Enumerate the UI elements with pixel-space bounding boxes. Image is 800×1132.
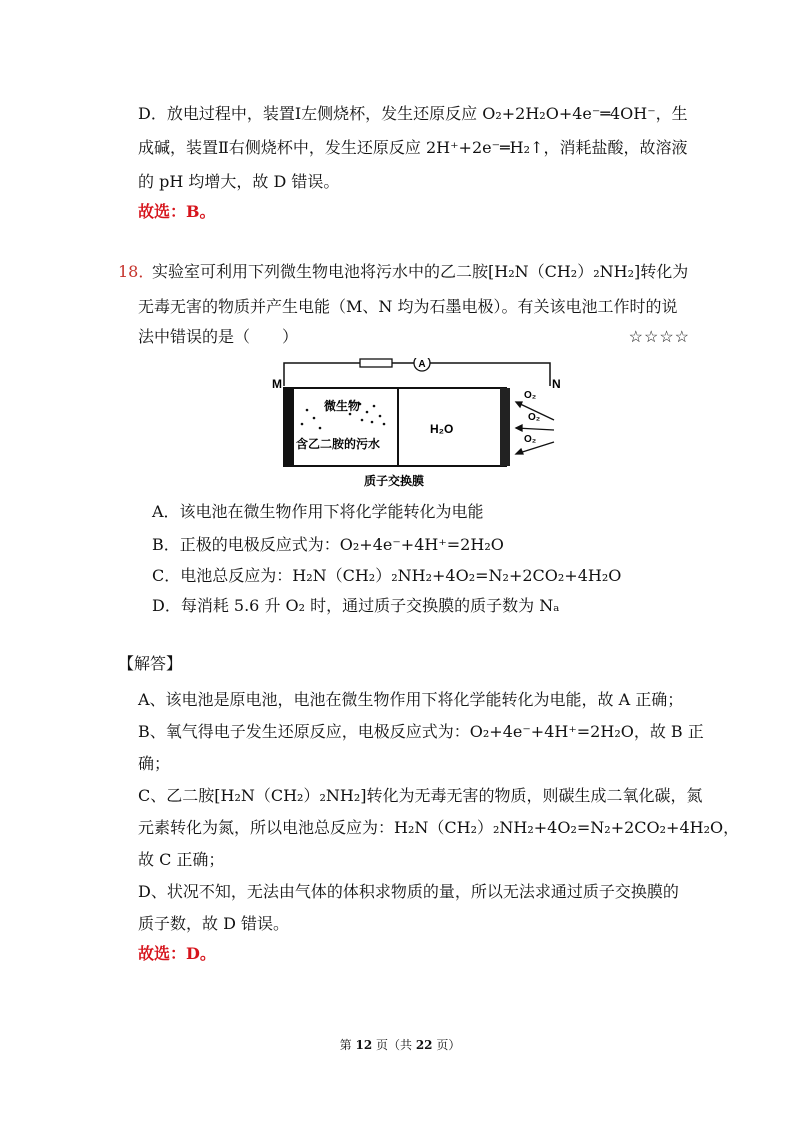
option-d: D．每消耗 5.6 升 O₂ 时，通过质子交换膜的质子数为 Nₐ — [152, 596, 560, 615]
question-number: 18． — [118, 262, 155, 281]
option-b: B．正极的电极反应式为：O₂+4e⁻+4H⁺=2H₂O — [152, 535, 504, 554]
question-line2: 无毒无害的物质并产生电能（M、N 均为石墨电极）。有关该电池工作时的说 — [138, 297, 678, 316]
oxygen-label-3: O₂ — [524, 434, 537, 445]
electrode-m — [284, 388, 294, 466]
footer-middle: 页（共 — [372, 1038, 416, 1052]
solution-header: 【解答】 — [118, 654, 183, 673]
solution-b-line2: 确； — [138, 754, 171, 773]
electrode-n-label: N — [552, 377, 561, 391]
microbe-label: 微生物 — [324, 399, 361, 413]
solution-d-line2: 质子数，故 D 错误。 — [138, 914, 290, 933]
footer-prefix: 第 — [339, 1038, 356, 1052]
electrode-n — [500, 388, 510, 466]
question-line3: 法中错误的是（ ） — [138, 327, 299, 346]
membrane-label: 质子交换膜 — [364, 474, 425, 488]
footer-total-pages: 22 — [415, 1038, 433, 1052]
oxygen-arrows — [516, 402, 554, 454]
solution-b-line1: B、氧气得电子发生还原反应，电极反应式为：O₂+4e⁻+4H⁺=2H₂O，故 B 正 — [138, 722, 704, 741]
difficulty-stars: ☆☆☆☆ — [628, 327, 690, 346]
solution-c-line3: 故 C 正确； — [138, 850, 225, 869]
fuel-cell-diagram — [272, 358, 562, 493]
prev-option-d-line3: 的 pH 均增大，故 D 错误。 — [138, 172, 340, 191]
page-footer — [0, 1036, 800, 1053]
prev-option-d-line1: D．放电过程中，装置Ⅰ左侧烧杯，发生还原反应 O₂+2H₂O+4e⁻═4OH⁻，生 — [138, 104, 688, 123]
solution-answer: 故选：D。 — [138, 944, 216, 963]
option-c: C．电池总反应为：H₂N（CH₂）₂NH₂+4O₂=N₂+2CO₂+4H₂O — [152, 566, 622, 585]
option-a: A．该电池在微生物作用下将化学能转化为电能 — [152, 502, 484, 521]
footer-suffix: 页） — [432, 1038, 461, 1052]
water-label: H₂O — [430, 422, 454, 436]
oxygen-label-1: O₂ — [524, 390, 537, 401]
solution-c-line1: C、乙二胺[H₂N（CH₂）₂NH₂]转化为无毒无害的物质，则碳生成二氧化碳，氮 — [138, 786, 703, 805]
footer-page-number: 12 — [355, 1038, 373, 1052]
prev-option-d-line2: 成碱，装置Ⅱ右侧烧杯中，发生还原反应 2H⁺+2e⁻═H₂↑，消耗盐酸，故溶液 — [138, 138, 688, 157]
cell-container — [284, 388, 506, 466]
ammeter-label: A — [418, 359, 426, 370]
oxygen-label-2: O₂ — [528, 412, 541, 423]
question-line1: 实验室可利用下列微生物电池将污水中的乙二胺[H₂N（CH₂）₂NH₂]转化为 — [152, 262, 689, 281]
wastewater-label: 含乙二胺的污水 — [296, 437, 381, 451]
solution-c-line2: 元素转化为氮，所以电池总反应为：H₂N（CH₂）₂NH₂+4O₂=N₂+2CO₂+4H₂O， — [138, 818, 740, 837]
solution-a: A、该电池是原电池，电池在微生物作用下将化学能转化为电能，故 A 正确； — [138, 690, 684, 709]
resistor — [360, 359, 392, 367]
electrode-m-label: M — [272, 377, 282, 391]
solution-d-line1: D、状况不知，无法由气体的体积求物质的量，所以无法求通过质子交换膜的 — [138, 882, 679, 901]
prev-answer: 故选：B。 — [138, 202, 216, 221]
